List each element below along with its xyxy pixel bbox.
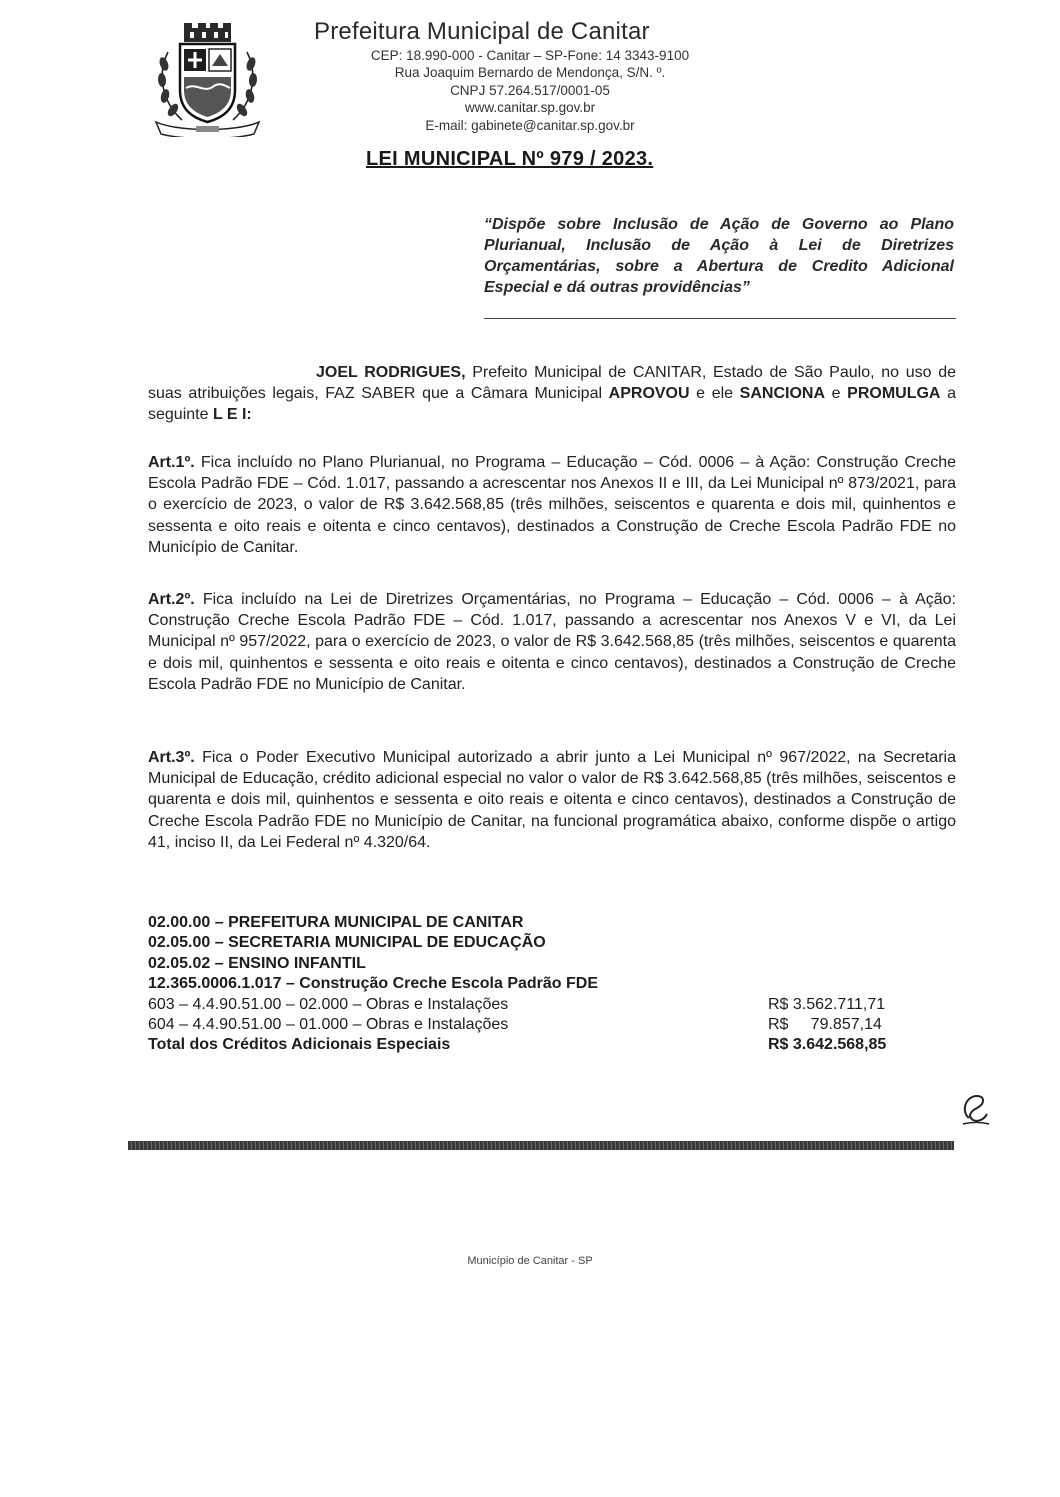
- org-name: Prefeitura Municipal de Canitar: [314, 18, 650, 45]
- article-2: [148, 589, 956, 695]
- contact-block: [330, 47, 730, 134]
- law-ementa: “Dispõe sobre Inclusão de Ação de Governo ao Plano Plurianual, Inclusão de Ação à Lei de Diretrizes Orçamentárias, sobre a Abertura de Credito Adicional Especial e dá outras providências”: [484, 216, 954, 296]
- handwritten-initial-icon: [955, 1088, 995, 1128]
- article-1: [148, 452, 956, 558]
- intro-paragraph: [148, 362, 956, 425]
- mayor-name: JOEL RODRIGUES,: [316, 364, 466, 381]
- article-2-text: Fica incluído na Lei de Diretrizes Orçamentárias, no Programa – Educação – Cód. 0006 – à Ação: Construção Creche Escola Padrão FDE – Cód. 1.017, passando a acrescentar nos Anexos V e VI, da Lei Municipal nº 957/2022, para o exercício de 2023, o valor de R$ 3.642.568,85 (três milhões, seiscentos e quarenta e dois mil, quinhentos e sessenta e oito reais e oitenta e cinco centavos), destinados a Construção de Creche Escola Padrão FDE no Município de Canitar.: [148, 591, 956, 693]
- budget-line: [148, 1015, 908, 1035]
- contact-line-cep: CEP: 18.990-000 - Canitar – SP-Fone: 14 3343-9100: [370, 48, 690, 63]
- intro-text-1: Prefeito Municipal de CANITAR, Estado de São Paulo, no uso de suas atribuições legais, FAZ SABER que a Câmara Municipal: [148, 364, 956, 402]
- intro-sanciona: SANCIONA: [739, 385, 826, 402]
- ementa-underline: [484, 318, 956, 319]
- budget-heading-secretaria: 02.05.00 – SECRETARIA MUNICIPAL DE EDUCAÇÃO: [148, 934, 546, 952]
- budget-line-label: 604 – 4.4.90.51.00 – 01.000 – Obras e Instalações: [148, 1016, 509, 1034]
- article-3: [148, 747, 956, 853]
- budget-line: [148, 995, 908, 1015]
- contact-line-email: E-mail: gabinete@canitar.sp.gov.br: [425, 117, 635, 133]
- municipal-crest-icon: [150, 22, 265, 137]
- budget-allocation: [148, 913, 908, 1056]
- article-3-text: Fica o Poder Executivo Municipal autorizado a abrir junto a Lei Municipal nº 967/2022, na Secretaria Municipal de Educação, crédito adicional especial no valor o valor de R$ 3.642.568,85 (três milhões, seiscentos e quarenta e dois mil, quinhentos e sessenta e oito reais e oitenta e cinco centavos), destinados a Construção de Creche Escola Padrão FDE no Município de Canitar, na funcional programática abaixo, conforme dispõe o artigo 41, inciso II, da Lei Federal nº 4.320/64.: [148, 749, 956, 851]
- intro-text-2: e ele: [689, 385, 740, 402]
- intro-lei: L E I:: [212, 406, 252, 423]
- intro-text-4: a seguinte: [148, 385, 957, 423]
- budget-line-value: R$ 3.562.711,71: [768, 995, 886, 1013]
- article-3-label: Art.3º.: [148, 749, 195, 766]
- contact-line-cnpj: CNPJ 57.264.517/0001-05: [450, 82, 610, 98]
- footer-divider: [128, 1141, 954, 1150]
- budget-heading-ensino: 02.05.02 – ENSINO INFANTIL: [148, 954, 366, 972]
- contact-line-website: www.canitar.sp.gov.br: [464, 100, 596, 116]
- budget-line-value: R$ 79.857,14: [768, 1016, 882, 1034]
- intro-promulga: PROMULGA: [847, 385, 941, 402]
- law-title: LEI MUNICIPAL Nº 979 / 2023.: [366, 148, 654, 170]
- intro-aprovou: APROVOU: [608, 385, 690, 402]
- footer-text: Município de Canitar - SP: [467, 1255, 593, 1267]
- article-2-label: Art.2º.: [148, 591, 195, 608]
- article-1-label: Art.1º.: [148, 454, 195, 471]
- article-1-text: Fica incluído no Plano Plurianual, no Programa – Educação – Cód. 0006 – à Ação: Construção Creche Escola Padrão FDE – Cód. 1.017, passando a acrescentar nos Anexos II e III, da Lei Municipal nº 873/2021, para o exercício de 2023, o valor de R$ 3.642.568,85 (três milhões, seiscentos e quarenta e dois mil, quinhentos e sessenta e oito reais e oitenta e cinco centavos), destinados a Construção de Creche Escola Padrão FDE no Município de Canitar.: [148, 454, 956, 556]
- budget-total: [148, 1035, 908, 1055]
- budget-total-value: R$ 3.642.568,85: [768, 1036, 887, 1054]
- budget-line-label: 603 – 4.4.90.51.00 – 02.000 – Obras e Instalações: [148, 995, 509, 1013]
- budget-total-label: Total dos Créditos Adicionais Especiais: [148, 1036, 451, 1054]
- budget-heading-prefeitura: 02.00.00 – PREFEITURA MUNICIPAL DE CANITAR: [148, 914, 524, 931]
- contact-line-address: Rua Joaquim Bernardo de Mendonça, S/N. º.: [394, 65, 666, 81]
- budget-heading-acao: 12.365.0006.1.017 – Construção Creche Escola Padrão FDE: [148, 975, 599, 993]
- intro-text-3: e: [825, 385, 848, 402]
